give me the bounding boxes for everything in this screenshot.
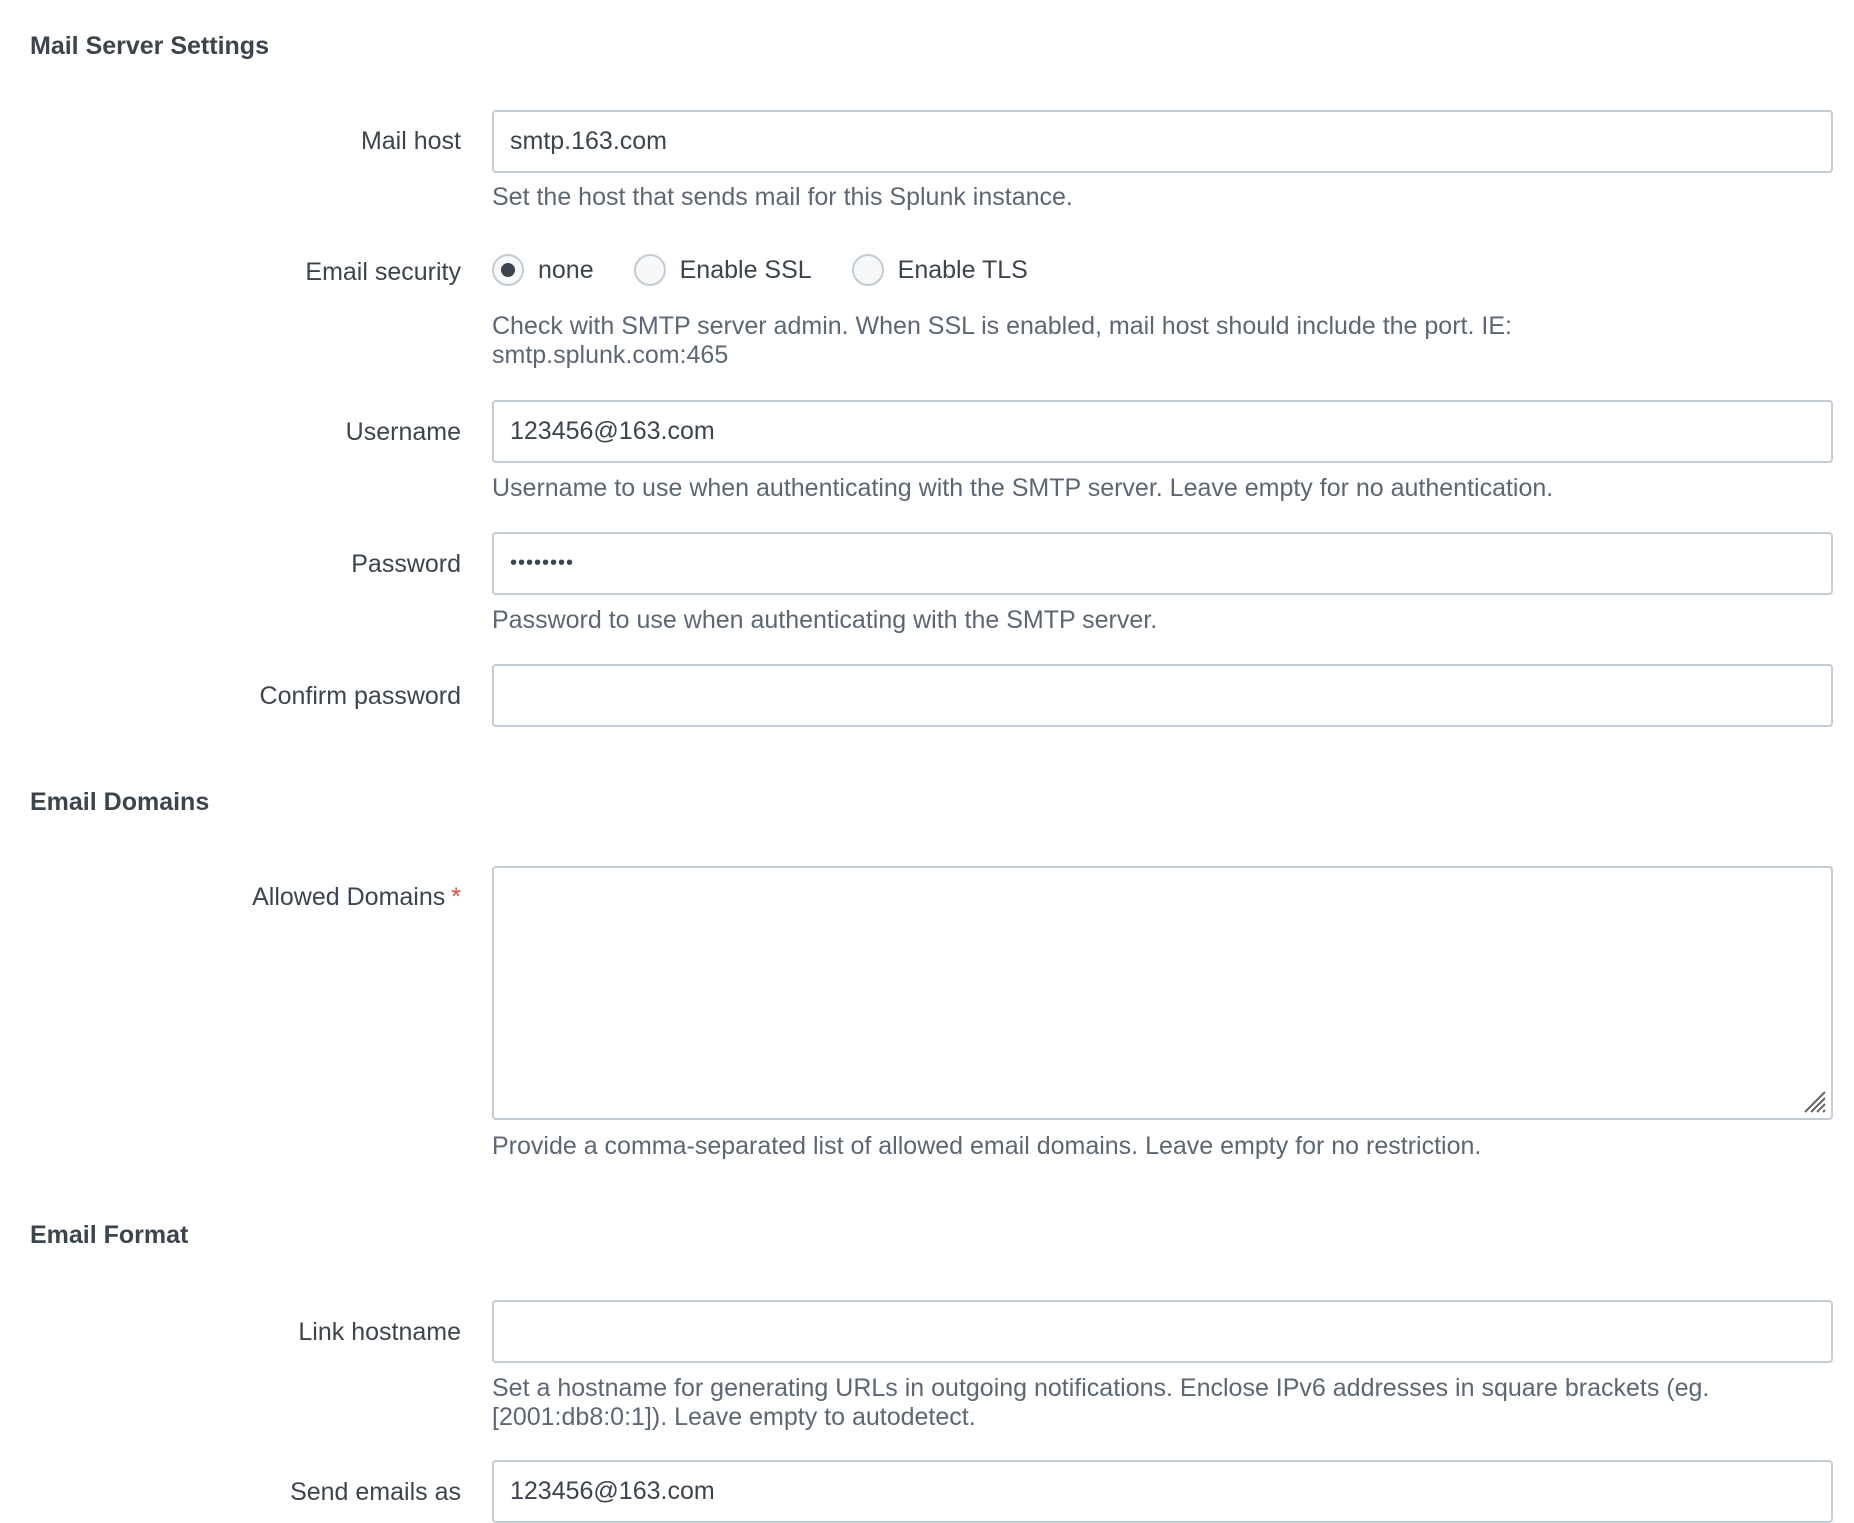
- confirm-password-label: Confirm password: [259, 682, 461, 710]
- link-hostname-label: Link hostname: [298, 1318, 461, 1346]
- radio-unchecked-icon[interactable]: [634, 254, 666, 286]
- resize-handle-icon[interactable]: [1803, 1090, 1827, 1114]
- section-heading-email-format: Email Format: [30, 1221, 189, 1249]
- radio-enable-ssl[interactable]: [634, 254, 812, 286]
- radio-label: none: [538, 255, 594, 284]
- radio-enable-tls[interactable]: [852, 254, 1028, 286]
- username-help: Username to use when authenticating with the SMTP server. Leave empty for no authentication.: [492, 474, 1554, 502]
- radio-unchecked-icon[interactable]: [852, 254, 884, 286]
- allowed-domains-help: Provide a comma-separated list of allowed email domains. Leave empty for no restriction.: [492, 1132, 1482, 1160]
- send-emails-as-input[interactable]: [492, 1460, 1833, 1523]
- password-label: Password: [351, 550, 461, 578]
- radio-label: Enable TLS: [897, 255, 1028, 284]
- username-label: Username: [345, 418, 461, 446]
- send-emails-as-label: Send emails as: [290, 1478, 461, 1506]
- required-asterisk: *: [451, 883, 461, 911]
- radio-none[interactable]: [492, 254, 594, 286]
- mail-host-input[interactable]: [492, 110, 1833, 173]
- email-security-radio-group: [492, 252, 1068, 288]
- password-help: Password to use when authenticating with the SMTP server.: [492, 606, 1158, 634]
- allowed-domains-label: [252, 882, 461, 912]
- username-input[interactable]: [492, 400, 1833, 463]
- mail-host-help: Set the host that sends mail for this Splunk instance.: [492, 183, 1073, 211]
- email-security-help: Check with SMTP server admin. When SSL is enabled, mail host should include the port. IE: smtp.splunk.com:465: [492, 312, 1512, 369]
- allowed-domains-label-text: Allowed Domains: [252, 883, 446, 911]
- radio-checked-icon[interactable]: [492, 254, 524, 286]
- section-heading-mail-server: Mail Server Settings: [30, 32, 269, 60]
- section-heading-email-domains: Email Domains: [30, 788, 210, 816]
- confirm-password-input[interactable]: [492, 664, 1833, 727]
- allowed-domains-textarea[interactable]: [492, 866, 1833, 1120]
- link-hostname-help: Set a hostname for generating URLs in outgoing notifications. Enclose IPv6 addresses in square brackets (eg. [2001:db8:0:1]). Leave empty to autodetect.: [492, 1374, 1710, 1431]
- password-input[interactable]: ••••••••: [492, 532, 1833, 595]
- mail-host-label: Mail host: [360, 127, 461, 155]
- radio-label: Enable SSL: [679, 255, 812, 284]
- link-hostname-input[interactable]: [492, 1300, 1833, 1363]
- email-security-label: Email security: [305, 258, 461, 286]
